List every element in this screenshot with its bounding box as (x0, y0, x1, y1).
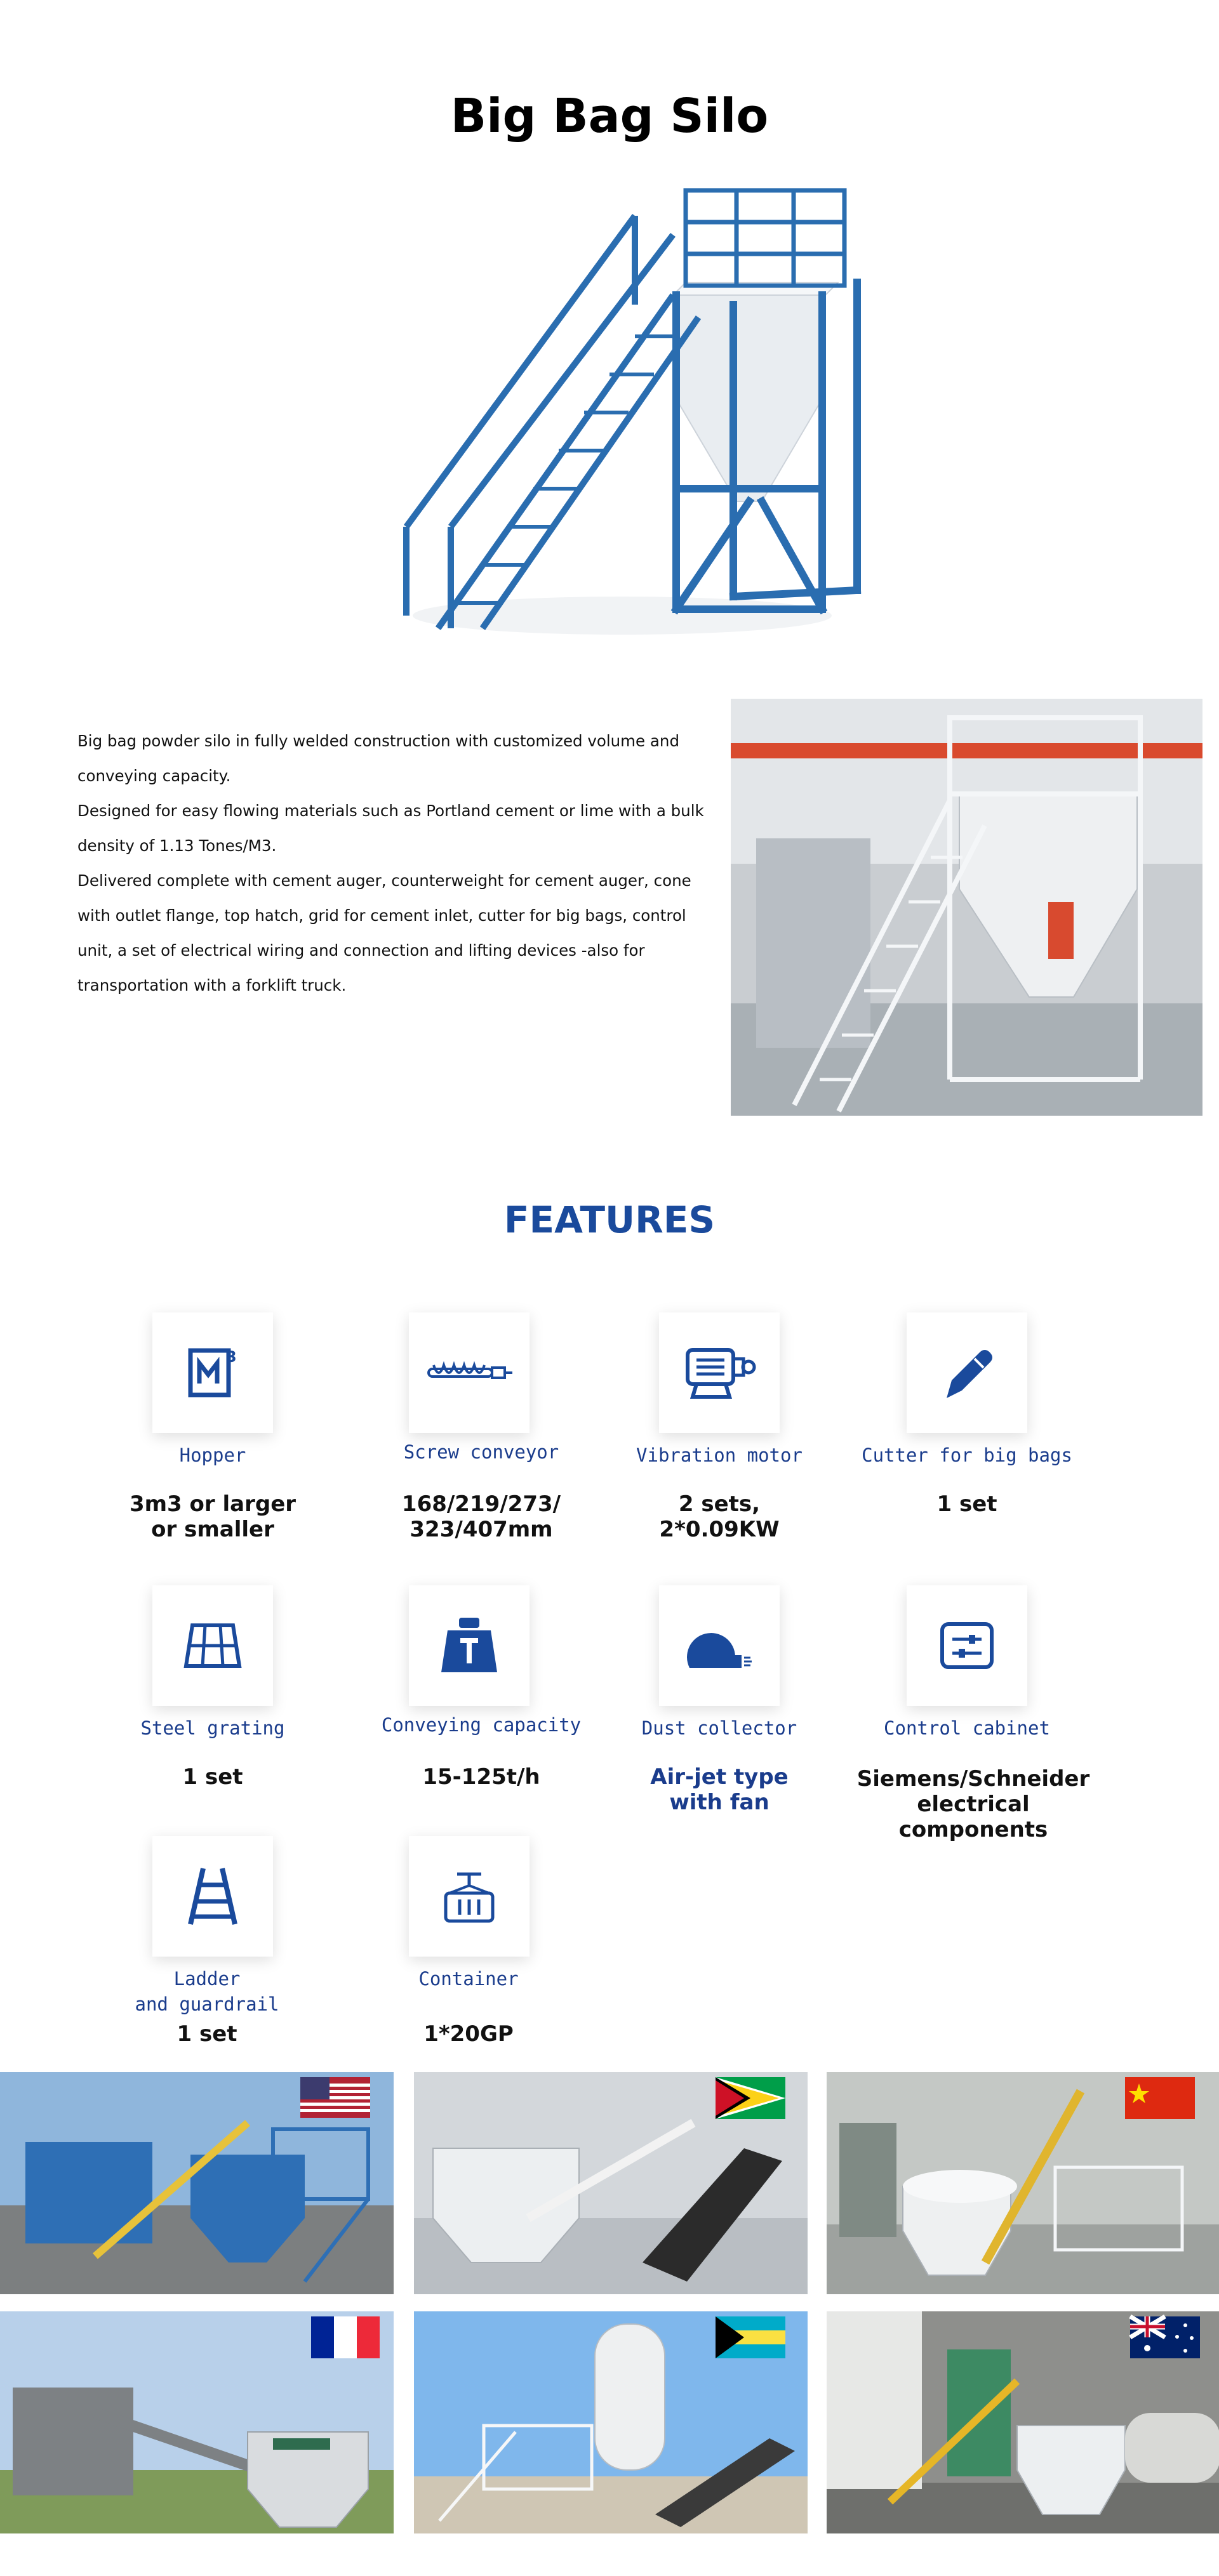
product-description (77, 723, 706, 1003)
usa-flag-icon (300, 2077, 370, 2118)
feature-label: Conveying capacity (381, 1714, 582, 1736)
factory-photo (731, 699, 1202, 1116)
feature-icon-box (659, 1312, 780, 1433)
gallery-photo-usa (0, 2072, 394, 2294)
feature-control-cabinet (853, 1585, 1107, 1842)
feature-icon-box (152, 1836, 273, 1957)
feature-label: Steel grating (140, 1717, 285, 1739)
container-icon (441, 1868, 498, 1925)
feature-steel-grating (98, 1585, 327, 1795)
feature-label: Screw conveyor (403, 1441, 559, 1463)
feature-icon-box (409, 1836, 530, 1957)
feature-container (354, 1836, 583, 2052)
feature-icon-box (409, 1585, 530, 1706)
feature-hopper (98, 1312, 327, 1554)
gallery-photo-france (0, 2311, 394, 2533)
feature-value: Siemens/Schneider electrical components (856, 1766, 1090, 1842)
feature-screw-conveyor (367, 1312, 596, 1554)
description-paragraph: Designed for easy flowing materials such as Portland cement or lime with a bulk density of 1.13 Tones/M3. (77, 802, 704, 855)
feature-value: Air-jet type with fan (650, 1764, 789, 1815)
feature-value: 1 set (177, 2021, 237, 2047)
feature-value: 1 set (182, 1764, 243, 1790)
feature-vibration-motor (605, 1312, 834, 1554)
feature-icon-box (907, 1585, 1027, 1706)
feature-label: Control cabinet (884, 1717, 1050, 1739)
gallery-photo-bahamas (414, 2311, 808, 2533)
page-title: Big Bag Silo (450, 89, 769, 143)
feature-label: Hopper (179, 1444, 246, 1466)
france-flag-icon (311, 2316, 380, 2358)
feature-icon-box (659, 1585, 780, 1706)
weight-icon (437, 1614, 501, 1677)
control-cabinet-icon (938, 1620, 996, 1671)
ladder-icon (184, 1865, 241, 1928)
feature-label: Container (418, 1968, 519, 1990)
feature-value: 1 set (936, 1491, 997, 1517)
feature-value: 2 sets, 2*0.09KW (659, 1491, 780, 1542)
hero-silo-image (356, 171, 876, 654)
gallery-photo-china (827, 2072, 1219, 2294)
gallery-photo-australia (827, 2311, 1219, 2533)
vibration-motor-icon (681, 1341, 757, 1404)
feature-value: 168/219/273/ 323/407mm (401, 1491, 561, 1542)
feature-ladder (93, 1836, 321, 2052)
feature-dust-collector (605, 1585, 834, 1815)
description-paragraph: Delivered complete with cement auger, counterweight for cement auger, cone with outlet flange, top hatch, grid for cement inlet, cutter for big bags, control unit, a set of electrical wiring and connection and lifting devices -also for transportation with a forklift truck. (77, 871, 691, 994)
bahamas-flag-icon (716, 2316, 785, 2358)
screw-conveyor-icon (425, 1354, 514, 1392)
feature-icon-box (152, 1585, 273, 1706)
guyana-flag-icon (716, 2077, 785, 2119)
feature-conveying-capacity (367, 1585, 596, 1795)
steel-grating-icon (181, 1620, 244, 1671)
svg-text:3: 3 (226, 1348, 237, 1366)
feature-value: 1*20GP (423, 2021, 514, 2047)
feature-icon-box (152, 1312, 273, 1433)
feature-icon-box (907, 1312, 1027, 1433)
gallery-photo-guyana (414, 2072, 808, 2294)
australia-flag-icon (1130, 2316, 1200, 2358)
feature-value: 3m3 or larger or smaller (129, 1491, 296, 1542)
feature-label: Cutter for big bags (862, 1444, 1072, 1466)
features-heading: FEATURES (503, 1198, 716, 1241)
feature-cutter (853, 1312, 1081, 1554)
dust-collector-icon (684, 1617, 754, 1674)
china-flag-icon (1125, 2077, 1195, 2119)
cubic-meter-icon (184, 1344, 241, 1401)
feature-icon-box (409, 1312, 530, 1433)
description-paragraph: Big bag powder silo in fully welded construction with customized volume and conveying capacity. (77, 732, 679, 785)
cutter-icon (935, 1341, 999, 1404)
feature-value: 15-125t/h (422, 1764, 540, 1790)
feature-label: Ladder and guardrail (135, 1968, 279, 2015)
feature-label: Vibration motor (636, 1444, 803, 1466)
feature-label: Dust collector (641, 1717, 797, 1739)
